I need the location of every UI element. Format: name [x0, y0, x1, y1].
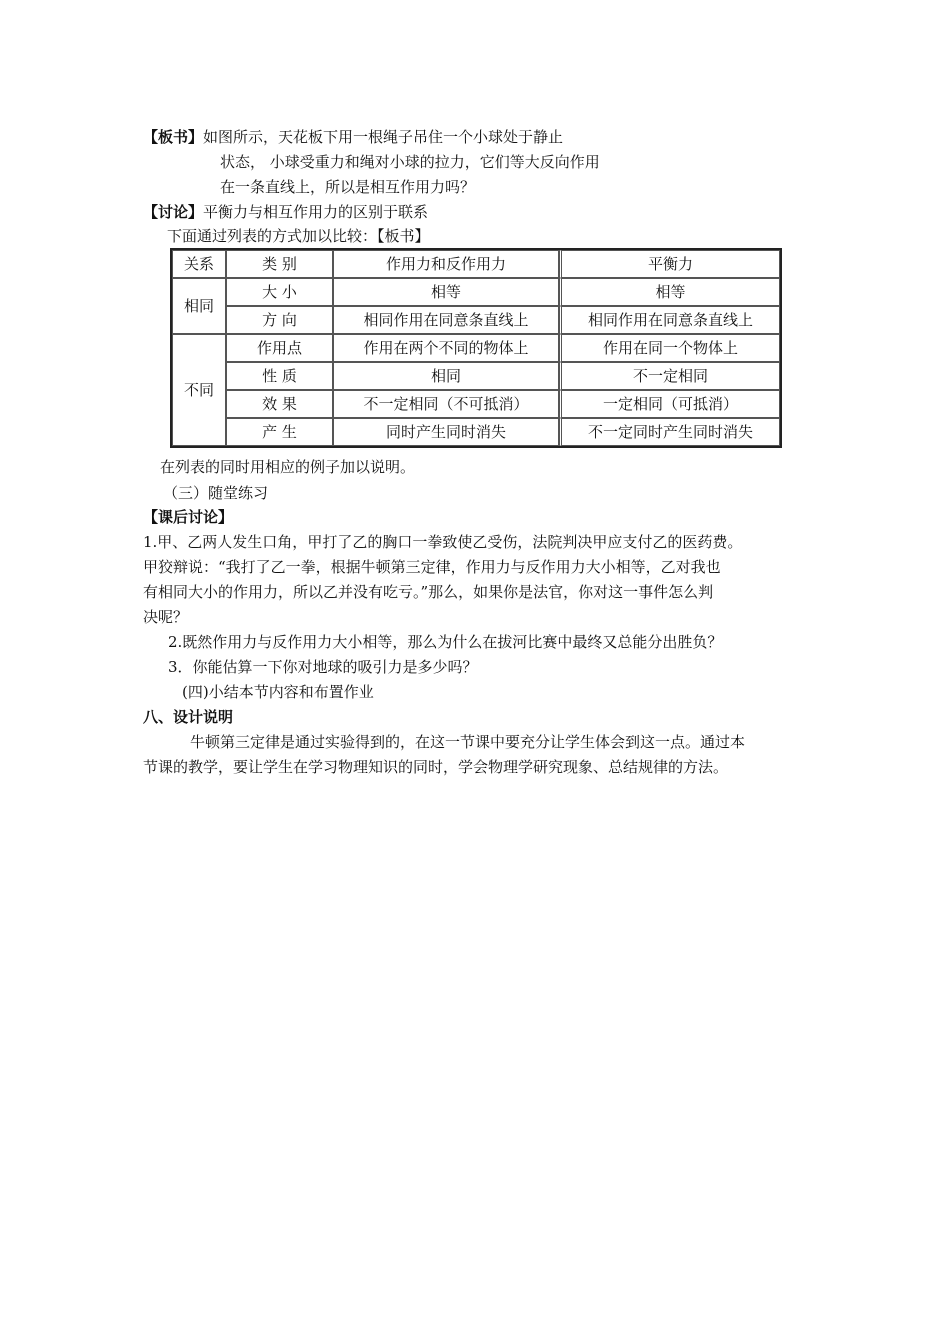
- after-table-note: 在列表的同时用相应的例子加以说明。: [160, 458, 416, 476]
- table-row: [172, 418, 780, 446]
- question-1-line-1: 1.甲、乙两人发生口角，甲打了乙的胸口一拳致使乙受伤，法院判决甲应支付乙的医药费。: [143, 533, 743, 551]
- question-2: 2.既然作用力与反作用力大小相等，那么为什么在拔河比赛中最终又总能分出胜负？: [168, 633, 723, 651]
- category-cell: 性 质: [226, 362, 333, 390]
- table-row: [172, 390, 780, 418]
- summary-line: (四)小结本节内容和布置作业: [182, 683, 374, 701]
- design-line-1: 牛顿第三定律是通过实验得到的，在这一节课中要充分让学生体会到这一点。通过本: [190, 733, 746, 751]
- table-cell: 作用在两个不同的物体上: [333, 334, 559, 362]
- discussion-tag: 【讨论】: [143, 203, 204, 221]
- banshu-paragraph: [143, 126, 563, 148]
- table-cell: 同时产生同时消失: [333, 418, 559, 446]
- table-cell: 相同作用在同意条直线上: [559, 306, 780, 334]
- category-cell: 方 向: [226, 306, 333, 334]
- table-cell: 相同作用在同意条直线上: [333, 306, 559, 334]
- header-cell: 类 别: [226, 250, 333, 278]
- design-heading: 八、设计说明: [143, 708, 234, 726]
- relation-cell: 相同: [172, 278, 226, 334]
- practice-heading: （三）随堂练习: [163, 484, 269, 502]
- header-cell: 平衡力: [559, 250, 780, 278]
- table-row: [172, 334, 780, 362]
- question-3: 3．你能估算一下你对地球的吸引力是多少吗？: [168, 658, 478, 676]
- header-cell: 关系: [172, 250, 226, 278]
- table-cell: 作用在同一个物体上: [559, 334, 780, 362]
- table-cell: 相等: [333, 278, 559, 306]
- design-line-2: 节课的教学，要让学生在学习物理知识的同时，学会物理学研究现象、总结规律的方法。: [143, 758, 729, 776]
- category-cell: 大 小: [226, 278, 333, 306]
- after-class-tag: 【课后讨论】: [143, 508, 234, 526]
- comparison-table: [170, 248, 782, 448]
- banshu-tag: 【板书】: [143, 128, 204, 146]
- table-cell: 相等: [559, 278, 780, 306]
- table-row: [172, 362, 780, 390]
- table-cell: 不一定相同（不可抵消）: [333, 390, 559, 418]
- discussion-paragraph: [143, 201, 428, 223]
- table-cell: 不一定相同: [559, 362, 780, 390]
- banshu-line-2: 状态， 小球受重力和绳对小球的拉力，它们等大反向作用: [220, 153, 600, 171]
- table-cell: 一定相同（可抵消）: [559, 390, 780, 418]
- banshu-line-1: 如图所示，天花板下用一根绳子吊住一个小球处于静止: [203, 128, 564, 146]
- header-cell: 作用力和反作用力: [333, 250, 559, 278]
- banshu-line-3: 在一条直线上，所以是相互作用力吗？: [220, 178, 476, 196]
- question-1-line-3: 有相同大小的作用力，所以乙并没有吃亏。”那么，如果你是法官，你对这一事件怎么判: [143, 583, 714, 601]
- discussion-text: 平衡力与相互作用力的区别于联系: [203, 203, 429, 221]
- category-cell: 作用点: [226, 334, 333, 362]
- table-header-row: [172, 250, 780, 278]
- category-cell: 产 生: [226, 418, 333, 446]
- table-row: [172, 306, 780, 334]
- table-cell: 相同: [333, 362, 559, 390]
- table-cell: 不一定同时产生同时消失: [559, 418, 780, 446]
- question-1-line-4: 决呢？: [143, 608, 189, 626]
- table-intro: 下面通过列表的方式加以比较：【板书】: [167, 227, 430, 245]
- question-1-line-2: 甲狡辩说：“我打了乙一拳，根据牛顿第三定律，作用力与反作用力大小相等，乙对我也: [143, 558, 721, 576]
- table-row: [172, 278, 780, 306]
- category-cell: 效 果: [226, 390, 333, 418]
- relation-cell: 不同: [172, 334, 226, 446]
